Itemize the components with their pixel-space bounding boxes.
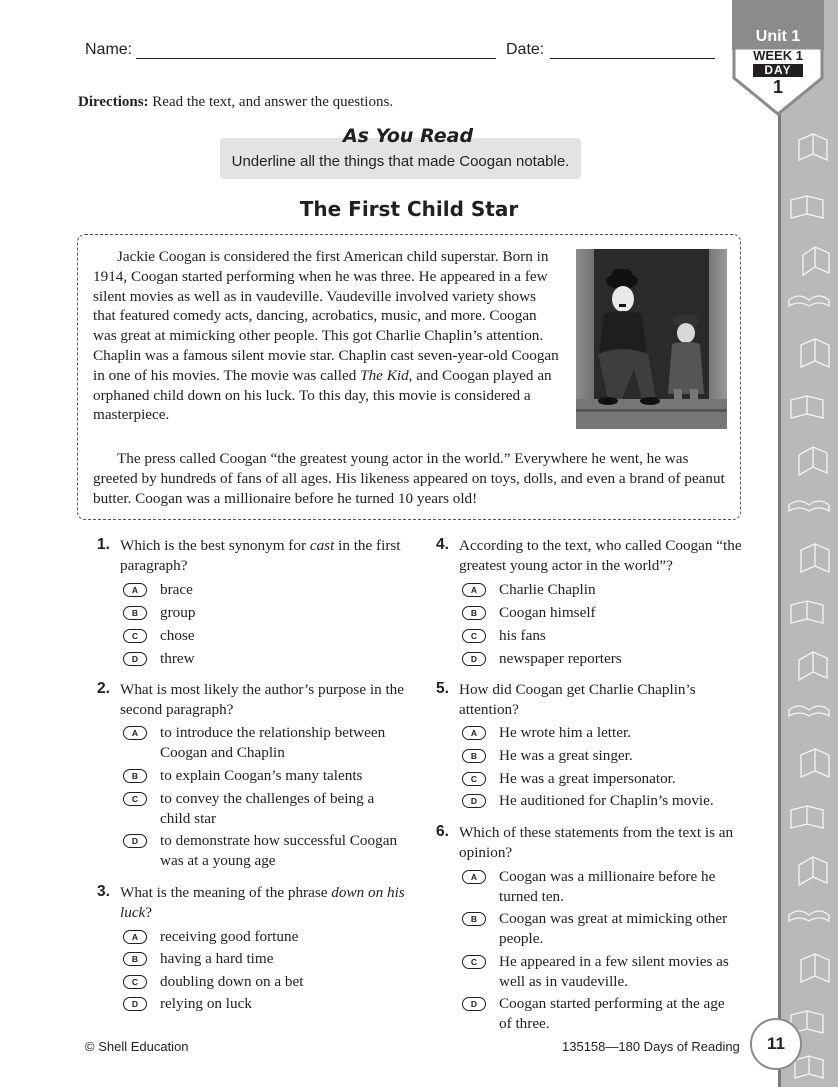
movie-title: The Kid [360,366,409,384]
passage-paragraph-2: The press called Coogan “the greatest young actor in the world.” Everywhere he went, he was greeted by hundreds of fans of all ages. His likeness appeared on toys, dolls, and even a brand of peanut butter. Coogan was a millionaire before he turned 10 years old! [93,450,725,507]
option-text: Coogan was great at mimicking other people. [499,910,728,947]
option-text: to explain Coogan’s many talents [160,767,363,784]
answer-bubble[interactable]: B [462,606,486,620]
answer-bubble[interactable]: D [462,997,486,1011]
day-label: DAY [753,64,803,77]
option-text: newspaper reporters [499,650,622,667]
option-text: receiving good fortune [160,928,299,945]
question-text: Which of these statements from the text is an opinion? [459,824,734,861]
answer-bubble[interactable]: A [462,870,486,884]
unit-label: Unit 1 [732,0,824,50]
answer-bubble[interactable]: B [462,912,486,926]
option-text: his fans [499,627,546,644]
option-text: He wrote him a letter. [499,724,632,741]
answer-bubble[interactable]: C [123,792,147,806]
week-label: WEEK 1 [753,48,803,63]
page-number: 11 [750,1018,802,1070]
answer-bubble[interactable]: C [123,975,147,989]
answer-bubble[interactable]: A [123,930,147,944]
question-text: Which is the best synonym for cast in the first paragraph? [120,537,401,574]
book-title: 135158—180 Days of Reading [562,1039,740,1054]
answer-bubble[interactable]: D [123,997,147,1011]
book-doodles-icon [781,0,838,1087]
as-you-read-title: As You Read [342,125,474,147]
answer-bubble[interactable]: C [462,629,486,643]
question-number: 2. [97,680,110,697]
as-you-read-instruction: Underline all the things that made Coogan notable. [231,153,570,170]
option-text: chose [160,627,195,644]
answer-bubble[interactable]: A [123,583,147,597]
photo-image [576,249,727,429]
date-label: Date: [506,41,545,58]
option-text: He auditioned for Chaplin’s movie. [499,792,714,809]
option-text: Coogan was a millionaire before he turned ten. [499,868,716,905]
option-text: having a hard time [160,950,274,967]
option-text: doubling down on a bet [160,973,304,990]
option-text: Coogan started performing at the age of three. [499,995,725,1032]
option-text: threw [160,650,195,667]
answer-bubble[interactable]: C [462,955,486,969]
answer-bubble[interactable]: B [462,749,486,763]
question-number: 6. [436,823,449,840]
copyright: © Shell Education [85,1039,189,1054]
answer-bubble[interactable]: B [123,769,147,783]
directions-text: Read the text, and answer the questions. [148,94,394,110]
passage-title: The First Child Star [299,197,519,221]
passage-paragraph-1 [93,247,559,425]
decorative-side-stripe [778,0,838,1087]
answer-bubble[interactable]: D [462,652,486,666]
directions [78,94,393,111]
photo-chaplin-coogan [576,249,727,429]
answer-bubble[interactable]: A [462,583,486,597]
option-text: He was a great impersonator. [499,770,676,787]
question-text: What is the meaning of the phrase down on his luck? [120,884,405,921]
answer-bubble[interactable]: D [123,834,147,848]
answer-bubble[interactable]: B [123,952,147,966]
question-text: According to the text, who called Coogan “the greatest young actor in the world”? [459,537,742,574]
question-number: 3. [97,883,110,900]
option-text: He appeared in a few silent movies as well as in vaudeville. [499,953,729,990]
answer-bubble[interactable]: C [462,772,486,786]
date-field[interactable] [550,58,715,59]
question-text: How did Coogan get Charlie Chaplin’s attention? [459,681,696,718]
option-text: relying on luck [160,995,252,1012]
question-number: 5. [436,680,449,697]
day-number: 1 [772,77,783,97]
answer-bubble[interactable]: D [462,794,486,808]
question-text: What is most likely the author’s purpose in the second paragraph? [120,681,405,718]
name-label: Name: [85,41,133,58]
option-text: to demonstrate how successful Coogan was at a young age [160,832,398,869]
paragraph-text: Jackie Coogan is considered the first American child superstar. Born in 1914, Coogan started performing when he was three. He appeared in a few silent movies as well as in vaudeville. Vaudeville involved variety shows that featured comedy acts, dancing, acrobatics, music, and more. Coogan was great at mimicking other people. This got Charlie Chaplin’s attention. Chaplin was a famous silent movie star. Chaplin cast seven-year-old Coogan in one of his movies. The movie was called [93,248,559,384]
option-text: to convey the challenges of being a child star [160,790,375,827]
option-text: Charlie Chaplin [499,581,596,598]
answer-bubble[interactable]: D [123,652,147,666]
answer-bubble[interactable]: B [123,606,147,620]
option-text: to introduce the relationship between Coogan and Chaplin [160,724,386,761]
question-number: 1. [97,536,110,553]
question-number: 4. [436,536,449,553]
answer-bubble[interactable]: A [462,726,486,740]
unit-week-day-tab [732,0,824,120]
answer-bubble[interactable]: A [123,726,147,740]
directions-label: Directions: [78,94,149,110]
option-text: group [160,604,196,621]
name-field[interactable] [136,58,496,59]
option-text: He was a great singer. [499,747,633,764]
option-text: brace [160,581,193,598]
paragraph-text: , and Coogan played an orphaned child down on his luck. To this day, this movie is considered a masterpiece. [93,366,552,424]
option-text: Coogan himself [499,604,596,621]
answer-bubble[interactable]: C [123,629,147,643]
